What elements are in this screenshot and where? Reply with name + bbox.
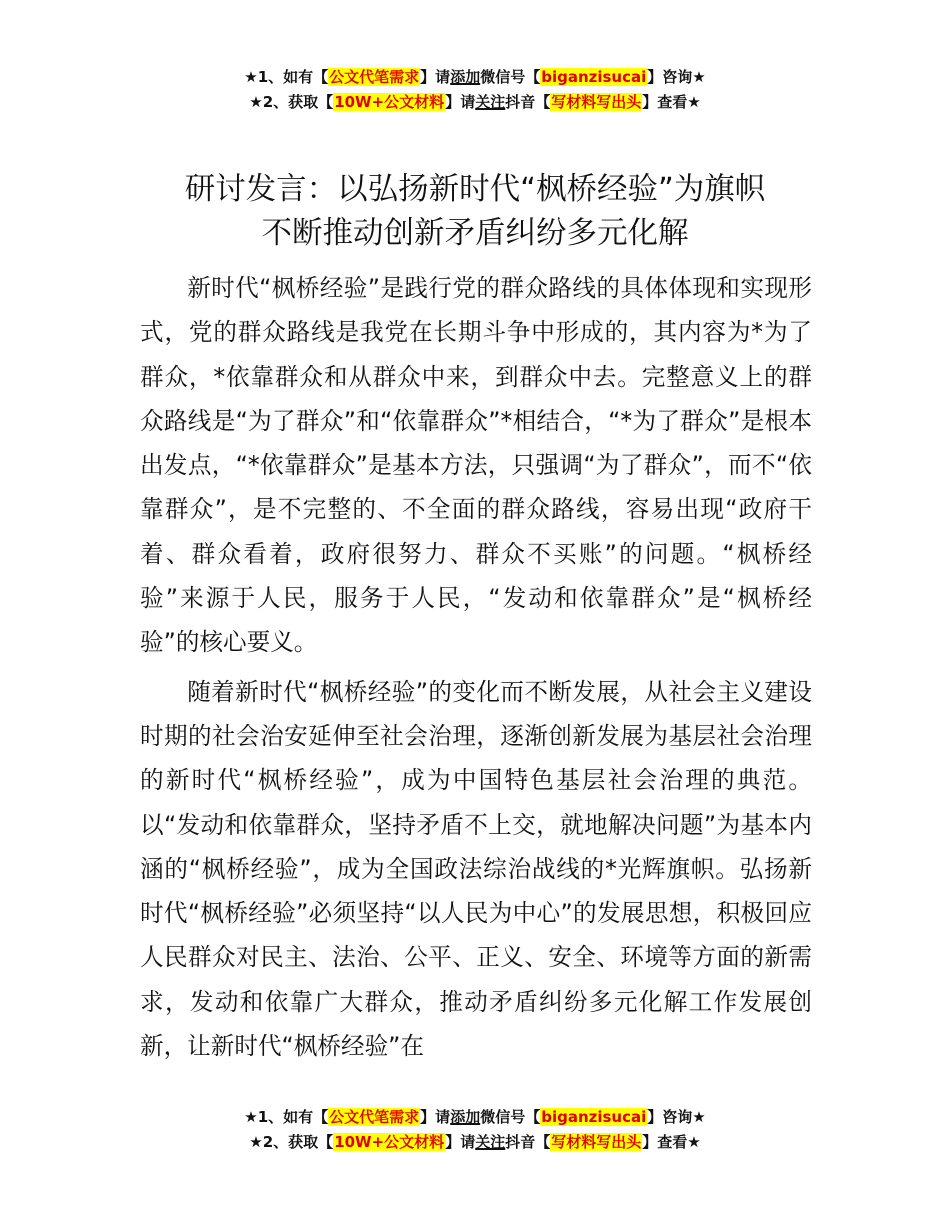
promo-line-2-middle-2: 抖音【: [505, 93, 551, 111]
footer-promo-line-2-suffix: 】查看★: [642, 1133, 701, 1151]
promo-line-1-highlight-wechat: biganzisucai: [541, 68, 647, 86]
footer-promo-line-2-highlight-douyin: 写材料写出头: [551, 1133, 642, 1151]
body-paragraph-1: 新时代“枫桥经验”是践行党的群众路线的具体体现和实现形式，党的群众路线是我党在长期斗争中形成的，其内容为*为了群众，*依靠群众和从群众中来，到群众中去。完整意义上的群众路线是“为了群众”和“依靠群众”*相结合，“*为了群众”是根本出发点，“*依靠群众”是基本方法，只强调“为了群众”，而不“依靠群众”，是不完整的、不全面的群众路线，容易出现“政府干着、群众看着，政府很努力、群众不买账”的问题。“枫桥经验”来源于人民，服务于人民，“发动和依靠群众”是“枫桥经验”的核心要义。: [140, 274, 812, 657]
footer-promo-line-1-emphasis: 添加: [450, 1108, 481, 1126]
footer-promo-line-1-middle-2: 微信号【: [480, 1108, 541, 1126]
body-paragraph-2: 随着新时代“枫桥经验”的变化而不断发展，从社会主义建设时期的社会治安延伸至社会治理，逐渐创新发展为基层社会治理的新时代“枫桥经验”，成为中国特色基层社会治理的典范。以“发动和依靠群众，坚持矛盾不上交，就地解决问题”为基本内涵的“枫桥经验”，成为全国政法综治战线的*光辉旗帜。弘扬新时代“枫桥经验”必须坚持“以人民为中心”的发展思想，积极回应人民群众对民主、法治、公平、正义、安全、环境等方面的新需求，发动和依靠广大群众，推动矛盾纠纷多元化解工作发展创新，让新时代“枫桥经验”在: [140, 677, 812, 1061]
promo-line-2-middle: 】请: [445, 93, 476, 111]
promo-line-2: [0, 90, 950, 115]
promo-line-2-highlight-douyin: 写材料写出头: [551, 93, 642, 111]
promo-line-1-prefix: ★1、如有【: [244, 68, 329, 86]
promo-line-2-suffix: 】查看★: [642, 93, 701, 111]
promo-line-2-emphasis: 关注: [475, 93, 506, 111]
footer-promo-line-2-middle: 】请: [445, 1133, 476, 1151]
footer-promo-line-1-highlight-wechat: biganzisucai: [541, 1108, 647, 1126]
document-title: [0, 168, 950, 256]
footer-promo-line-2-highlight-materials: 10W+公文材料: [334, 1133, 445, 1151]
footer-promo-line-2-emphasis: 关注: [475, 1133, 506, 1151]
promo-line-2-prefix: ★2、获取【: [249, 93, 334, 111]
promo-line-1-suffix: 】咨询★: [647, 68, 706, 86]
title-line-1: 研讨发言：以弘扬新时代“枫桥经验”为旗帜: [184, 172, 766, 207]
header-promo-banner: [0, 65, 950, 115]
promo-line-1: [0, 65, 950, 90]
promo-line-1-emphasis: 添加: [450, 68, 481, 86]
footer-promo-line-1: [0, 1105, 950, 1130]
footer-promo-line-2-middle-2: 抖音【: [505, 1133, 551, 1151]
footer-promo-line-2: [0, 1130, 950, 1155]
footer-promo-line-1-middle: 】请: [420, 1108, 451, 1126]
footer-promo-line-1-prefix: ★1、如有【: [244, 1108, 329, 1126]
footer-promo-line-1-highlight-service: 公文代笔需求: [329, 1108, 420, 1126]
promo-line-1-middle-2: 微信号【: [480, 68, 541, 86]
title-line-2: 不断推动创新矛盾纠纷多元化解: [261, 216, 689, 251]
footer-promo-line-2-prefix: ★2、获取【: [249, 1133, 334, 1151]
footer-promo-banner: [0, 1105, 950, 1155]
promo-line-2-highlight-materials: 10W+公文材料: [334, 93, 445, 111]
footer-promo-line-1-suffix: 】咨询★: [647, 1108, 706, 1126]
promo-line-1-middle: 】请: [420, 68, 451, 86]
document-body: [140, 266, 812, 1068]
promo-line-1-highlight-service: 公文代笔需求: [329, 68, 420, 86]
